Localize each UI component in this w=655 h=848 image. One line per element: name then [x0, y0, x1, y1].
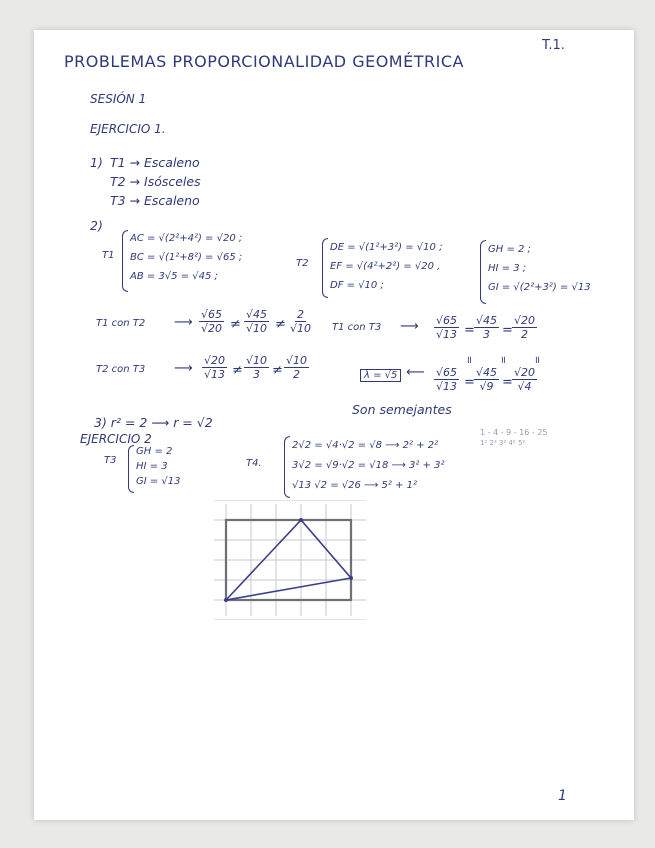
fraction-denominator: 3	[253, 368, 260, 381]
vertex-point	[224, 598, 228, 602]
similar-conclusion: Son semejantes	[352, 402, 452, 417]
fraction-numerator: 2	[297, 308, 304, 321]
t1-line: BC = √(1²+8²) = √65 ;	[130, 252, 243, 263]
arrow-icon: ⟶	[174, 361, 193, 376]
notebook-page	[34, 30, 634, 820]
arrow-left-icon: ⟵	[406, 365, 425, 380]
ex2-t4-brace	[284, 436, 290, 498]
arrow-icon: ⟶	[400, 319, 419, 334]
fraction	[512, 366, 537, 393]
session-heading: SESIÓN 1	[90, 92, 147, 106]
fraction-denominator: √10	[290, 322, 312, 335]
fraction-denominator: √13	[204, 368, 226, 381]
fraction-numerator: √45	[476, 314, 498, 327]
fraction-numerator: √65	[436, 314, 458, 327]
fraction-numerator: √65	[201, 308, 223, 321]
t3-line: HI = 3 ;	[488, 263, 527, 274]
operator: ≠	[272, 363, 283, 378]
fraction-denominator: √13	[436, 328, 458, 341]
compare-row3-label: T2 con T3	[96, 364, 146, 375]
part1-line: T1 → Escaleno	[110, 155, 200, 170]
t3-brace	[480, 240, 486, 304]
fraction-numerator: √20	[514, 366, 536, 379]
t1-brace	[122, 230, 128, 292]
t2-line: DE = √(1²+3²) = √10 ;	[330, 242, 443, 253]
page-number: 1	[558, 788, 567, 804]
fraction-denominator: √20	[201, 322, 223, 335]
fraction	[434, 366, 459, 393]
part1-line: T3 → Escaleno	[110, 193, 200, 208]
ex2-t4-line: 3√2 = √9·√2 = √18 ⟶ 3² + 3²	[292, 460, 445, 471]
part1-number: 1)	[90, 155, 103, 170]
operator: =	[502, 375, 513, 390]
fraction-numerator: √20	[204, 354, 226, 367]
fraction	[199, 308, 224, 335]
fraction-denominator: √9	[479, 380, 494, 393]
ex2-t3-brace	[128, 445, 134, 493]
fraction-numerator: √20	[514, 314, 536, 327]
side-note: 1² 2² 3² 4² 5²	[480, 439, 526, 447]
grid-figure	[210, 500, 370, 620]
compare-row2-label: T1 con T3	[332, 322, 382, 333]
vertex-point	[299, 518, 303, 522]
fraction	[434, 314, 459, 341]
fraction-denominator: √13	[436, 380, 458, 393]
fraction	[244, 354, 269, 381]
part2-number: 2)	[90, 218, 103, 233]
fraction	[474, 314, 499, 341]
fraction	[474, 366, 499, 393]
fraction-denominator: √10	[246, 322, 268, 335]
operator: ≠	[275, 317, 286, 332]
part1-line: T2 → Isósceles	[110, 174, 201, 189]
ex2-t3-line: GH = 2	[136, 446, 173, 457]
part3-text: 3) r² = 2 ⟶ r = √2	[94, 415, 213, 430]
fraction-numerator: √10	[286, 354, 308, 367]
fraction	[202, 354, 227, 381]
t2-line: EF = √(4²+2²) = √20 ,	[330, 261, 441, 272]
fraction-numerator: √45	[476, 366, 498, 379]
ex2-t4-line: √13 √2 = √26 ⟶ 5² + 1²	[292, 480, 418, 491]
t1-line: AC = √(2²+4²) = √20 ;	[130, 233, 243, 244]
ratio-box: λ = √5	[360, 369, 401, 382]
t1-label: T1	[102, 250, 115, 261]
operator: =	[464, 375, 475, 390]
operator: =	[502, 323, 513, 338]
operator: =	[464, 323, 475, 338]
t2-label: T2	[296, 258, 309, 269]
fraction-numerator: √65	[436, 366, 458, 379]
t2-line: DF = √10 ;	[330, 280, 384, 291]
exercise-2-heading: EJERCICIO 2	[80, 432, 152, 446]
equals-mark: ॥	[466, 355, 472, 366]
compare-row1-label: T1 con T2	[96, 318, 146, 329]
ex2-t4-label: T4.	[246, 458, 262, 469]
equals-mark: ॥	[500, 355, 506, 366]
operator: ≠	[232, 363, 243, 378]
grid-lines	[214, 500, 366, 620]
t1-line: AB = 3√5 = √45 ;	[130, 271, 218, 282]
fraction-denominator: 3	[483, 328, 490, 341]
fraction-denominator: √4	[517, 380, 532, 393]
fraction-denominator: 2	[521, 328, 528, 341]
fraction-numerator: √10	[246, 354, 268, 367]
equals-mark: ॥	[534, 355, 540, 366]
ex2-t4-line: 2√2 = √4·√2 = √8 ⟶ 2² + 2²	[292, 440, 439, 451]
fraction	[512, 314, 537, 341]
t2-brace	[322, 238, 328, 298]
page-title: PROBLEMAS PROPORCIONALIDAD GEOMÉTRICA	[64, 52, 464, 71]
fraction-denominator: 2	[293, 368, 300, 381]
fraction	[284, 354, 309, 381]
corner-label: T.1.	[542, 38, 565, 53]
t3-line: GH = 2 ;	[488, 244, 531, 255]
t3-line: GI = √(2²+3²) = √13	[488, 282, 591, 293]
side-note: 1 - 4 - 9 - 16 - 25	[480, 428, 548, 437]
fraction	[288, 308, 313, 335]
arrow-icon: ⟶	[174, 315, 193, 330]
ex2-t3-line: HI = 3	[136, 461, 168, 472]
operator: ≠	[230, 317, 241, 332]
exercise-1-heading: EJERCICIO 1.	[90, 122, 166, 136]
fraction-numerator: √45	[246, 308, 268, 321]
vertex-point	[349, 576, 353, 580]
fraction	[244, 308, 269, 335]
ex2-t3-label: T3	[104, 455, 117, 466]
ex2-t3-line: GI = √13	[136, 476, 181, 487]
